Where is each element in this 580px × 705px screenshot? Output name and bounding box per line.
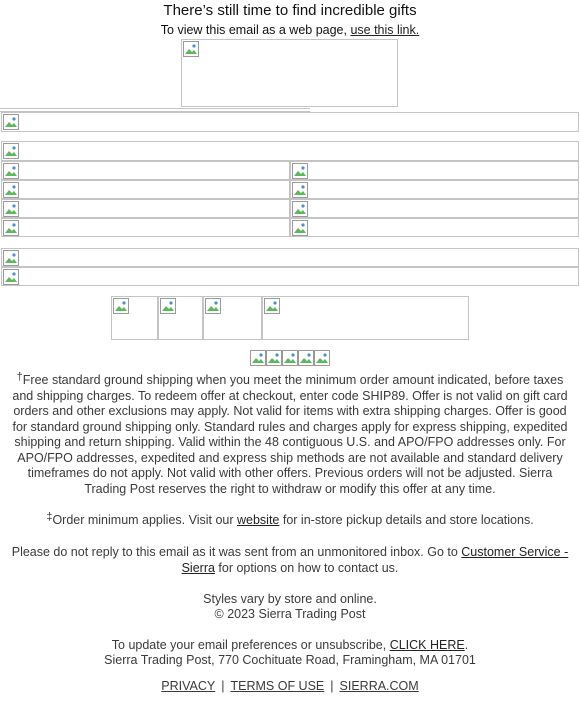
- preferences-prefix: To update your email preferences or unsubscribe,: [111, 638, 390, 652]
- broken-image-icon: [3, 269, 19, 285]
- app-promo-image[interactable]: [262, 296, 469, 340]
- social-link-image[interactable]: [298, 350, 314, 366]
- category-image[interactable]: [290, 180, 579, 199]
- privacy-link[interactable]: PRIVACY: [161, 679, 216, 693]
- broken-image-icon: [266, 350, 282, 366]
- web-view-line: [0, 23, 580, 37]
- preferences-suffix: .: [464, 638, 469, 652]
- unsubscribe-link[interactable]: CLICK HERE: [389, 638, 465, 652]
- reply-note-suffix: for options on how to contact us.: [214, 560, 399, 575]
- broken-image-icon: [292, 201, 308, 217]
- pickup-note-suffix: for in-store pickup details and store locations.: [279, 513, 534, 527]
- web-view-prefix: To view this email as a web page,: [160, 23, 351, 37]
- broken-image-icon: [113, 298, 129, 314]
- broken-image-icon: [183, 41, 199, 57]
- category-image[interactable]: [290, 218, 579, 237]
- broken-image-icon: [3, 143, 19, 159]
- broken-image-icon: [160, 298, 176, 314]
- broken-image-icon: [292, 163, 308, 179]
- customer-service-link[interactable]: Customer Service - Sierra: [181, 545, 569, 575]
- terms-link[interactable]: TERMS OF USE: [230, 679, 325, 693]
- broken-image-icon: [3, 220, 19, 236]
- double-dagger-marker: ‡: [46, 511, 53, 523]
- broken-image-icon: [292, 220, 308, 236]
- pickup-banner-image[interactable]: [1, 267, 579, 286]
- shipping-disclaimer: [10, 373, 570, 497]
- app-store-image[interactable]: [158, 296, 203, 340]
- social-link-image[interactable]: [250, 350, 266, 366]
- logo-image[interactable]: [181, 39, 398, 107]
- styles-note: Styles vary by store and online.: [203, 592, 377, 606]
- category-image[interactable]: [1, 161, 290, 180]
- social-link-image[interactable]: [266, 350, 282, 366]
- pickup-note-prefix: Order minimum applies. Visit our: [52, 513, 237, 527]
- broken-image-icon: [3, 163, 19, 179]
- dagger-marker: †: [16, 371, 23, 383]
- app-store-image[interactable]: [111, 296, 158, 340]
- broken-image-icon: [3, 201, 19, 217]
- broken-image-icon: [264, 298, 280, 314]
- website-link[interactable]: website: [237, 513, 280, 527]
- web-view-link[interactable]: use this link.: [350, 23, 420, 37]
- hero-banner-image[interactable]: [1, 112, 579, 132]
- broken-image-icon: [3, 182, 19, 198]
- reply-note-prefix: Please do not reply to this email as it was sent from an unmonitored inbox. Go to: [11, 545, 462, 559]
- sierra-site-link[interactable]: SIERRA.COM: [339, 679, 419, 693]
- social-link-image[interactable]: [314, 350, 330, 366]
- mailing-address: Sierra Trading Post, 770 Cochituate Road, Framingham, MA 01701: [104, 653, 476, 667]
- broken-image-icon: [250, 350, 266, 366]
- broken-image-icon: [205, 298, 221, 314]
- shipping-banner-image[interactable]: [1, 248, 579, 267]
- footer-separator: |: [221, 679, 225, 693]
- category-image[interactable]: [1, 199, 290, 218]
- broken-image-icon: [3, 114, 19, 130]
- preferences-note: [10, 638, 570, 654]
- reply-note: [10, 545, 570, 576]
- broken-image-icon: [292, 182, 308, 198]
- category-image[interactable]: [1, 218, 290, 237]
- shipping-disclaimer-text: Free standard ground shipping when you meet the minimum order amount indicated, before taxes and shipping charges. To redeem offer at checkout, enter code SHIP89. Offer is not valid on gift card orders and other exclusions may apply. Not valid for items with extra shipping charges. Offer is good for standard ground shipping only. Standard rules and charges apply for express shipping, expedited shipping and return shipping. Valid within the 48 contiguous U.S. and APO/FPO addresses only. For APO/FPO addresses, expedited and express ship methods are not available and standard delivery timeframes do not apply. Not valid with other offers. Previous orders will not be adjusted. Sierra Trading Post reserves the right to withdraw or modify this offer at any time.: [12, 373, 568, 496]
- footer-separator: |: [330, 679, 334, 693]
- category-image[interactable]: [290, 161, 579, 180]
- copyright: © 2023 Sierra Trading Post: [214, 607, 366, 621]
- email-headline: There’s still time to find incredible gifts: [163, 2, 417, 19]
- broken-image-icon: [3, 250, 19, 266]
- pickup-note: [10, 513, 570, 529]
- category-image[interactable]: [1, 180, 290, 199]
- app-store-image[interactable]: [203, 296, 262, 340]
- broken-image-icon: [314, 350, 330, 366]
- category-image[interactable]: [290, 199, 579, 218]
- footer-links: [0, 679, 580, 693]
- promo-banner-image[interactable]: [1, 141, 579, 161]
- broken-image-icon: [298, 350, 314, 366]
- broken-image-icon: [282, 350, 298, 366]
- social-link-image[interactable]: [282, 350, 298, 366]
